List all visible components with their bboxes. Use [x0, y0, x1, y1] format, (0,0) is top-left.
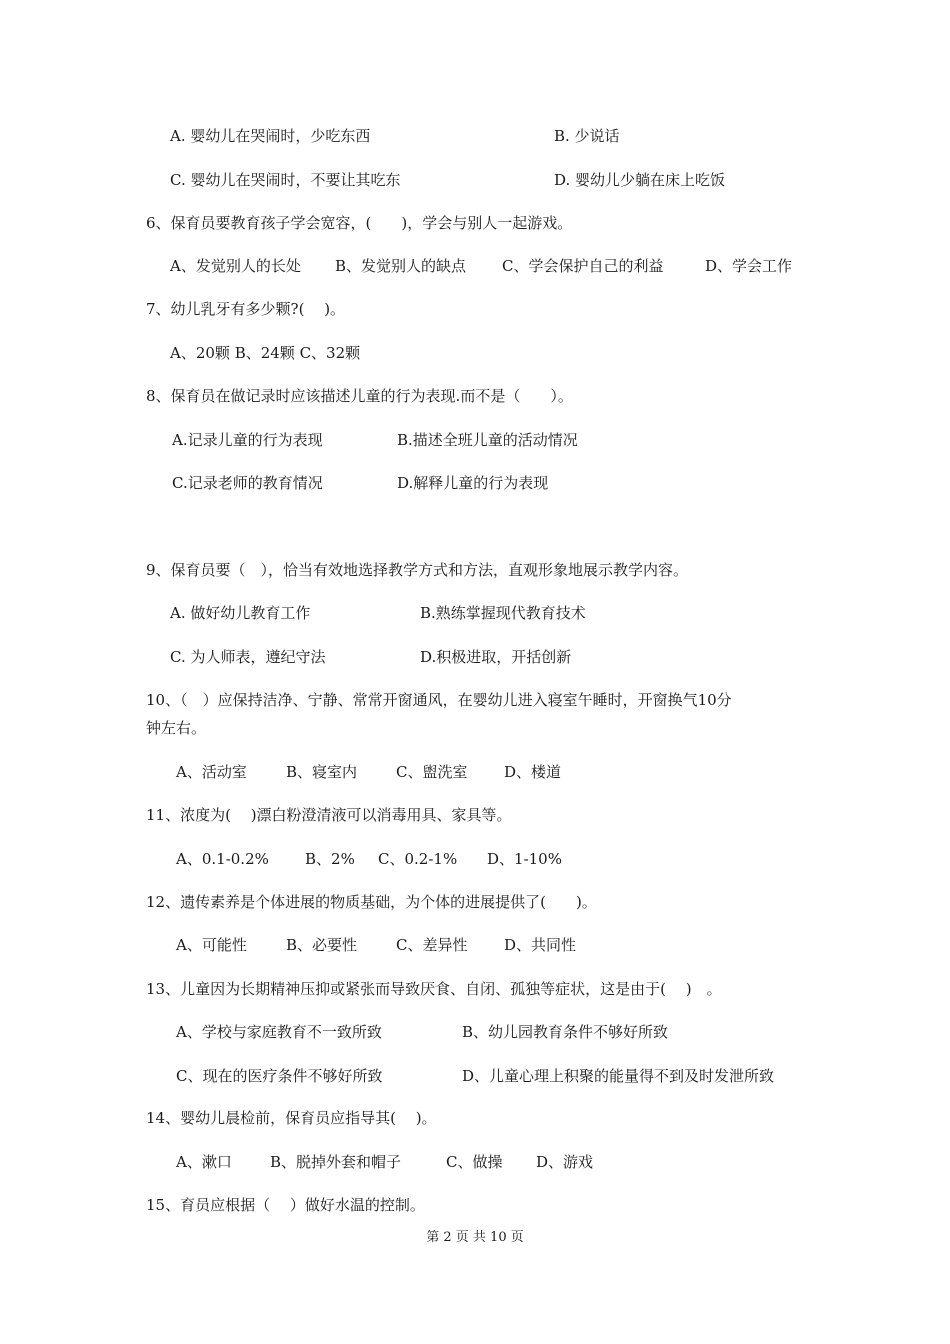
q8-option-d: D.解释儿童的行为表现: [397, 474, 549, 492]
q10-option-d: D、楼道: [504, 763, 562, 781]
q5-option-c: C. 婴幼儿在哭闹时，不要让其吃东: [170, 171, 401, 189]
q6-option-b: B、发觉别人的缺点: [335, 257, 467, 275]
q10-option-a: A、活动室: [176, 763, 247, 781]
q11-option-c: C、0.2-1%: [378, 850, 458, 868]
q7-options: A、20颗 B、24颗 C、32颗: [170, 344, 361, 362]
q9-option-d: D.积极进取，开括创新: [420, 648, 572, 666]
q10-option-b: B、寝室内: [286, 763, 358, 781]
q5-option-b: B. 少说话: [554, 127, 620, 145]
q10-stem-line1: 10、（ ）应保持洁净、宁静、常常开窗通风，在婴幼儿进入寝室午睡时，开窗换气10分: [146, 691, 732, 709]
q13-option-a: A、学校与家庭教育不一致所致: [176, 1023, 382, 1041]
q5-option-d: D. 婴幼儿少躺在床上吃饭: [554, 171, 726, 189]
q9-option-a: A. 做好幼儿教育工作: [170, 604, 311, 622]
q6-option-c: C、学会保护自己的利益: [502, 257, 664, 275]
q12-option-a: A、可能性: [176, 936, 247, 954]
q11-stem: 11、浓度为( )漂白粉澄清液可以消毒用具、家具等。: [146, 806, 512, 824]
q15-stem: 15、育员应根据（ ）做好水温的控制。: [146, 1196, 425, 1214]
q14-option-c: C、做操: [446, 1153, 503, 1171]
q14-stem: 14、婴幼儿晨检前，保育员应指导其( )。: [146, 1109, 437, 1127]
q13-option-b: B、幼儿园教育条件不够好所致: [462, 1023, 669, 1041]
q11-option-a: A、0.1-0.2%: [176, 850, 269, 868]
q8-stem: 8、保育员在做记录时应该描述儿童的行为表现.而不是（ ）。: [146, 387, 573, 405]
q8-option-b: B.描述全班儿童的活动情况: [397, 431, 578, 449]
q13-option-c: C、现在的医疗条件不够好所致: [176, 1067, 383, 1085]
q8-option-a: A.记录儿童的行为表现: [172, 431, 323, 449]
q8-option-c: C.记录老师的教育情况: [172, 474, 323, 492]
q13-stem: 13、儿童因为长期精神压抑或紧张而导致厌食、自闭、孤独等症状，这是由于( ) 。: [146, 980, 722, 998]
q6-option-d: D、学会工作: [705, 257, 793, 275]
q10-option-c: C、盥洗室: [396, 763, 468, 781]
q9-option-b: B.熟练掌握现代教育技术: [420, 604, 586, 622]
q11-option-b: B、2%: [305, 850, 355, 868]
q12-option-c: C、差异性: [396, 936, 468, 954]
q11-option-d: D、1-10%: [487, 850, 562, 868]
q6-option-a: A、发觉别人的长处: [170, 257, 301, 275]
q12-stem: 12、遗传素养是个体进展的物质基础，为个体的进展提供了( )。: [146, 893, 597, 911]
q9-stem: 9、保育员要（ ），恰当有效地选择教学方式和方法，直观形象地展示教学内容。: [146, 561, 689, 579]
q14-option-d: D、游戏: [536, 1153, 594, 1171]
q9-option-c: C. 为人师表，遵纪守法: [170, 648, 326, 666]
page-footer: 第 2 页 共 10 页: [426, 1230, 524, 1245]
q12-option-d: D、共同性: [504, 936, 577, 954]
q14-option-a: A、漱口: [176, 1153, 232, 1171]
q10-stem-line2: 钟左右。: [146, 719, 207, 737]
q13-option-d: D、儿童心理上积聚的能量得不到及时发泄所致: [462, 1067, 775, 1085]
q12-option-b: B、必要性: [286, 936, 358, 954]
q6-stem: 6、保育员要教育孩子学会宽容，( )，学会与别人一起游戏。: [146, 214, 573, 232]
q14-option-b: B、脱掉外套和帽子: [270, 1153, 402, 1171]
q5-option-a: A. 婴幼儿在哭闹时，少吃东西: [170, 127, 371, 145]
q7-stem: 7、幼儿乳牙有多少颗?( )。: [146, 300, 346, 318]
